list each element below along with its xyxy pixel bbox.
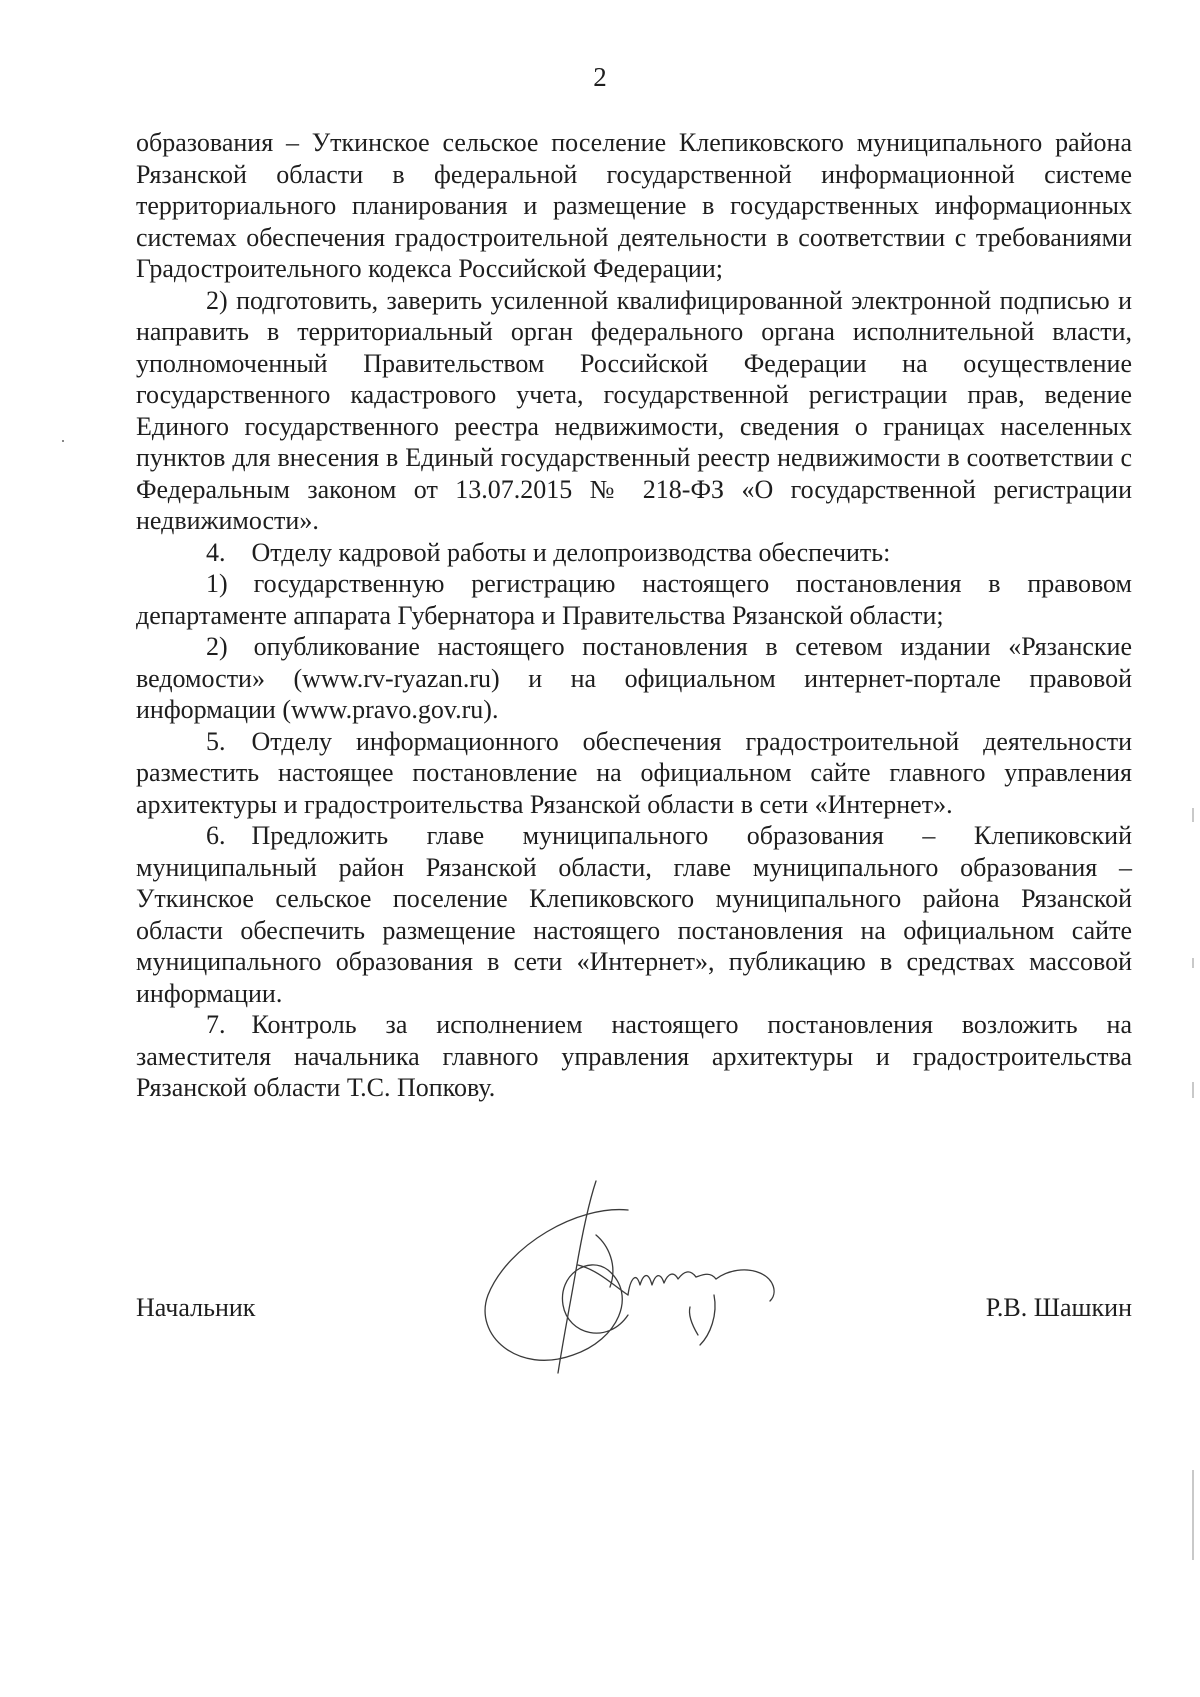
paragraph-item-4: 4. Отделу кадровой работы и делопроизводства обеспечить: xyxy=(206,537,891,567)
scan-edge-mark xyxy=(1192,1470,1194,1560)
paragraph-item-5: 5. Отделу информационного обеспечения градостроительной деятельности разместить настоящее постановление на официальном сайте главного управления архитектуры и градостроительства Рязанской области в сети «Интернет». xyxy=(136,726,1132,819)
signature-block xyxy=(136,1292,1132,1332)
scan-edge-mark xyxy=(1192,1082,1194,1098)
paragraph-item-2-rosreestr: 2) подготовить, заверить усиленной квалифицированной электронной подписью и направить в территориальный орган федерального органа исполнительной власти, уполномоченный Правительством Российской Федерации на осуществление государственного кадастрового учета, государственной регистрации прав, ведение Единого государственного реестра недвижимости, сведения о границах населенных пунктов для внесения в Единый государственный реестр недвижимости в соответствии с Федеральным законом от 13.07.2015 № 218-ФЗ «О государственной регистрации недвижимости». xyxy=(136,285,1132,535)
document-body xyxy=(136,127,1132,1104)
scan-edge-mark xyxy=(1192,958,1194,968)
scan-speck xyxy=(62,440,64,442)
paragraph-continuation: образования – Уткинское сельское поселение Клепиковского муниципального района Рязанской области в федеральной государственной информационной системе территориального планирования и размещение в государственных информационных системах обеспечения градостроительной деятельности в соответствии с требованиями Градостроительного кодекса Российской Федерации; xyxy=(136,128,1132,283)
page-number: 2 xyxy=(593,62,607,92)
paragraph-item-4-1: 1) государственную регистрацию настоящего постановления в правовом департаменте аппарата Губернатора и Правительства Рязанской области; xyxy=(136,569,1132,630)
signatory-name: Р.В. Шашкин xyxy=(985,1293,1132,1322)
paragraph-item-7: 7. Контроль за исполнением настоящего постановления возложить на заместителя начальника главного управления архитектуры и градостроительства Рязанской области Т.С. Попкову. xyxy=(136,1010,1132,1102)
scan-edge-mark xyxy=(1192,808,1194,822)
paragraph-item-6: 6. Предложить главе муниципального образования – Клепиковский муниципальный район Рязанской области, главе муниципального образования – Уткинское сельское поселение Клепиковского муниципального района Рязанской области обеспечить размещение настоящего постановления на официальном сайте муниципального образования в сети «Интернет», публикацию в средствах массовой информации. xyxy=(136,821,1132,1008)
handwritten-signature xyxy=(478,1175,798,1380)
paragraph-item-4-2: 2) опубликование настоящего постановления в сетевом издании «Рязанские ведомости» (www.rv-ryazan.ru) и на официальном интернет-портале правовой информации (www.pravo.gov.ru). xyxy=(136,632,1132,724)
signatory-position: Начальник xyxy=(136,1293,256,1322)
